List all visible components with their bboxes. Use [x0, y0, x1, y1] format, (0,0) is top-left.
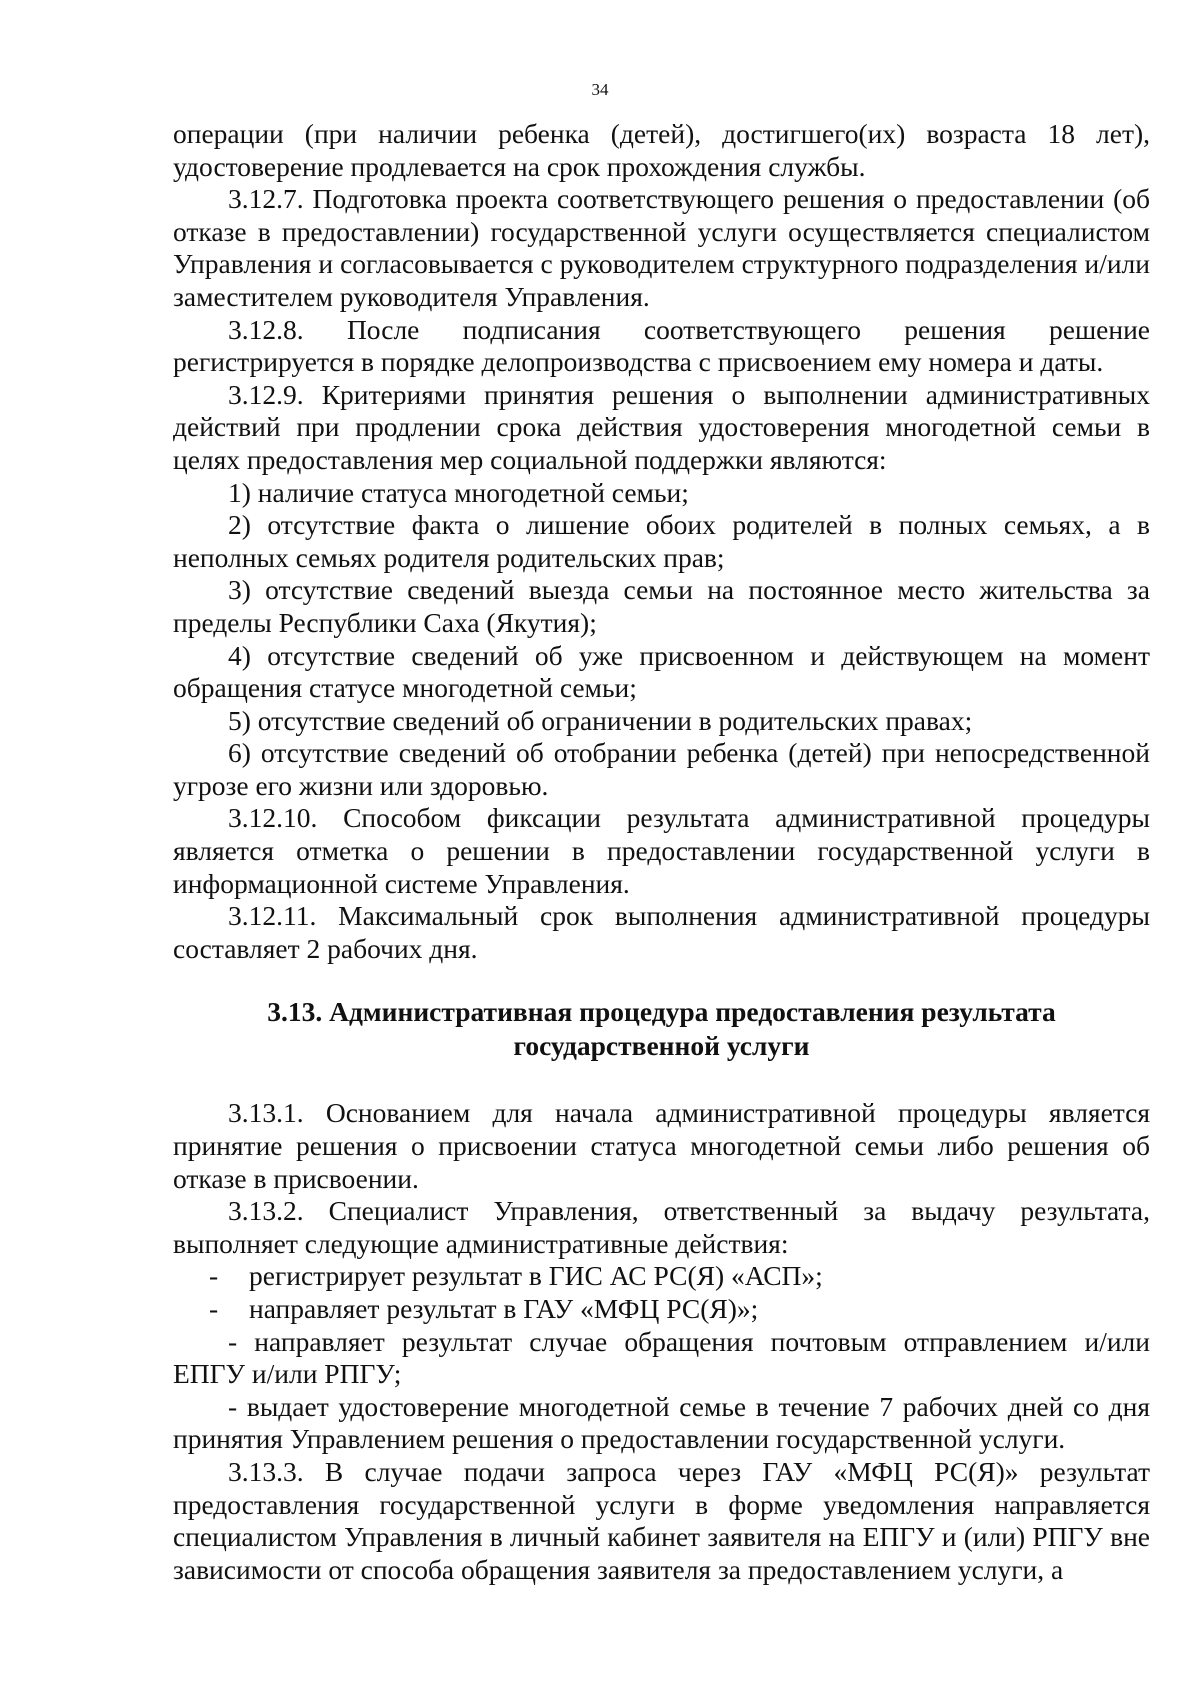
dash-marker: - [209, 1293, 219, 1324]
criterion-5: 5) отсутствие сведений об ограничении в родительских правах; [228, 704, 973, 736]
action-item-send-post: - направляет результат случае обращения почтовым отправлением и/или ЕПГУ и/или РПГУ; [173, 1325, 1150, 1390]
paragraph-3-12-7: 3.12.7. Подготовка проекта соответствующего решения о предоставлении (об отказе в предоставлении) государственной услуги осуществляется специалистом Управления и согласовывается с руководителем структурного подразделения и/или заместителем руководителя Управления. [173, 183, 1150, 312]
section-heading-3-13 [173, 995, 1150, 1063]
paragraph-3-12-8: 3.12.8. После подписания соответствующего решения решение регистрируется в порядке делопроизводства с присвоением ему номера и даты. [173, 313, 1150, 378]
paragraph-3-12-11: 3.12.11. Максимальный срок выполнения административной процедуры составляет 2 рабочих дня. [173, 900, 1150, 964]
criterion-3: 3) отсутствие сведений выезда семьи на постоянное место жительства за пределы Республики Саха (Якутия); [173, 574, 1150, 638]
dash-marker: - [209, 1260, 219, 1292]
action-item-issue-certificate: - выдает удостоверение многодетной семье в течение 7 рабочих дней со дня принятия Управлением решения о предоставлении государственной услуги. [173, 1390, 1150, 1455]
criterion-4: 4) отсутствие сведений об уже присвоенном и действующем на момент обращения статусе многодетной семьи; [173, 639, 1150, 704]
section-heading-line-1: 3.13. Административная процедура предоставления результата [267, 996, 1056, 1028]
action-item-register [173, 1260, 1150, 1293]
paragraph-3-13-3: 3.13.3. В случае подачи запроса через ГАУ «МФЦ РС(Я)» результат предоставления государственной услуги в форме уведомления направляется специалистом Управления в личный кабинет заявителя на ЕПГУ и (или) РПГУ вне зависимости от способа обращения заявителя за предоставлением услуги, а [173, 1455, 1150, 1585]
criterion-2: 2) отсутствие факта о лишение обоих родителей в полных семьях, а в неполных семьях родителя родительских прав; [173, 509, 1150, 573]
paragraph-3-12-10: 3.12.10. Способом фиксации результата административной процедуры является отметка о решении в предоставлении государственной услуги в информационной системе Управления. [173, 802, 1150, 899]
paragraph-3-12-9: 3.12.9. Критериями принятия решения о выполнении административных действий при продлении срока действия удостоверения многодетной семьи в целях предоставления мер социальной поддержки являются: [173, 378, 1150, 475]
section-heading-line-2: государственной услуги [513, 1030, 810, 1062]
document-body [173, 118, 1150, 1586]
paragraph-3-13-1: 3.13.1. Основанием для начала административной процедуры является принятие решения о присвоении статуса многодетной семьи либо решения об отказе в присвоении. [173, 1097, 1150, 1194]
criterion-6: 6) отсутствие сведений об отобрании ребенка (детей) при непосредственной угрозе его жизни или здоровью. [173, 737, 1150, 801]
action-item-send-mfc [173, 1293, 1150, 1326]
action-item-text: регистрирует результат в ГИС АС РС(Я) «АСП»; [249, 1260, 823, 1292]
paragraph-continuation: операции (при наличии ребенка (детей), достигшего(их) возраста 18 лет), удостоверение продлевается на срок прохождения службы. [173, 118, 1150, 182]
action-item-text: направляет результат в ГАУ «МФЦ РС(Я)»; [249, 1293, 759, 1324]
paragraph-3-13-2: 3.13.2. Специалист Управления, ответственный за выдачу результата, выполняет следующие административные действия: [173, 1195, 1150, 1259]
criterion-1: 1) наличие статуса многодетной семьи; [228, 476, 689, 508]
page-number: 34 [591, 80, 609, 99]
